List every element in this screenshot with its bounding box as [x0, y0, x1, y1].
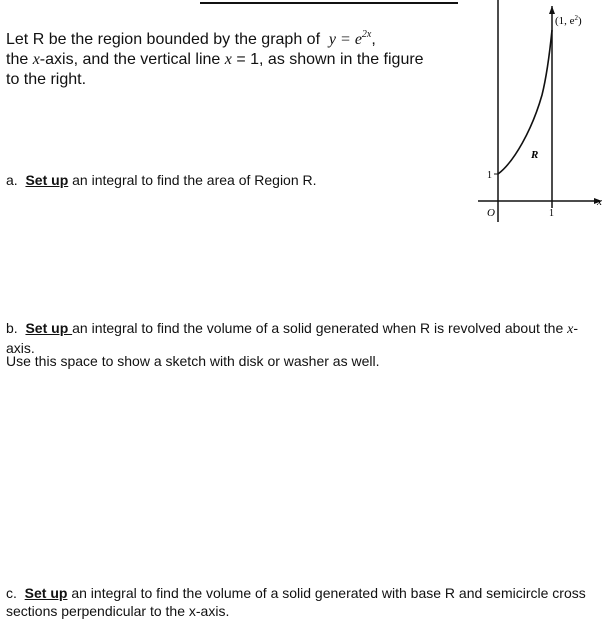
region-label: R: [531, 149, 539, 161]
vertical-line-arrow-icon: [549, 6, 555, 14]
region-figure: [470, 0, 608, 230]
question-a-emphasis: Set up: [25, 172, 69, 188]
question-b-emphasis: Set up: [25, 320, 73, 336]
equation-base: = e: [336, 31, 362, 48]
question-b: b. Set up an integral to find the volume of a solid generated when R is revolved about the x-axis.: [6, 320, 579, 356]
question-b-note: Use this space to show a sketch with disk or washer as well.: [6, 353, 380, 369]
intro-line-3: to the right.: [6, 71, 87, 88]
title-underline: [200, 2, 458, 4]
intro-line-2: the x-axis, and the vertical line x = 1, as shown in the figure: [6, 51, 424, 68]
intro-line-1: Let R be the region bounded by the graph of $y = e^{2x}$,: [6, 29, 376, 48]
x-axis-label: x: [597, 196, 602, 208]
equation-exponent: 2x: [361, 29, 372, 40]
problem-intro: [6, 25, 426, 90]
question-c: c. Set up an integral to find the volume of a solid generated with base R and semicircle cross sections perpendicular to the x-axis.: [6, 585, 586, 619]
y-variable: y: [328, 31, 337, 48]
point-label: (1, $e^2$): [555, 14, 582, 27]
question-a: a. Set up an integral to find the area of Region R.: [6, 172, 317, 188]
exponential-curve: [498, 30, 552, 174]
question-c-emphasis: Set up: [24, 585, 68, 601]
x-tick-label: 1: [549, 208, 554, 219]
origin-label: O: [487, 207, 495, 219]
y-tick-label: 1: [487, 170, 492, 181]
